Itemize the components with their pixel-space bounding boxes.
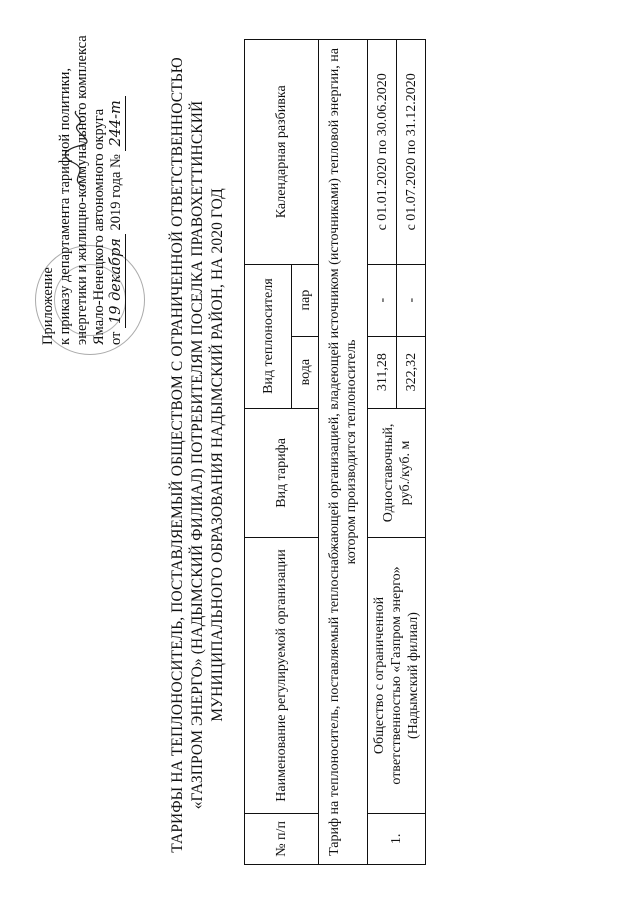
section-description: Тариф на теплоноситель, поставляемый теплоснабжающей организацией, владеющей источником (источниками) тепловой энергии, на котором производится теплоноситель <box>319 40 368 865</box>
row-tariff-type: Одноставочный, руб./куб. м <box>368 408 426 537</box>
header-line-4: Ямало-Ненецкого автономного округа <box>91 108 107 345</box>
cell-steam: - <box>397 264 426 336</box>
header-year-number-label: 2019 года № <box>108 154 124 231</box>
cell-steam: - <box>368 264 397 336</box>
cell-period: с 01.01.2020 по 30.06.2020 <box>368 40 397 265</box>
header-organization: Наименование регулируемой организации <box>245 538 319 814</box>
header-steam: пар <box>292 264 319 336</box>
table-section-row <box>319 40 368 865</box>
document-title <box>168 45 228 865</box>
signature-scribble <box>62 109 92 189</box>
title-line-3: МУНИЦИПАЛЬНОГО ОБРАЗОВАНИЯ НАДЫМСКИЙ РАЙОН, НА 2020 ГОД <box>209 188 226 722</box>
header-date-prefix: от <box>108 331 124 345</box>
table-row <box>368 40 397 865</box>
header-tariff-type: Вид тарифа <box>245 408 319 537</box>
header-order-number: 244-т <box>108 96 126 150</box>
header-date: 19 декабря <box>108 234 126 328</box>
title-line-1: ТАРИФЫ НА ТЕПЛОНОСИТЕЛЬ, ПОСТАВЛЯЕМЫЙ ОБЩЕСТВОМ С ОГРАНИЧЕННОЙ ОТВЕТСТВЕННОСТЬЮ <box>169 57 186 853</box>
cell-water: 311,28 <box>368 336 397 408</box>
header-coolant-type: Вид теплоносителя <box>245 264 292 408</box>
header-line-2: к приказу департамента тарифной политики, <box>57 67 73 345</box>
tariff-table <box>244 39 426 865</box>
header-line-3: энергетики и жилищно-коммунального комплекса <box>74 35 90 345</box>
row-organization: Общество с ограниченной ответственностью «Газпром энерго» (Надымский филиал) <box>368 538 426 814</box>
header-calendar-period: Календарная разбивка <box>245 40 319 265</box>
cell-water: 322,32 <box>397 336 426 408</box>
table-header-row <box>245 40 292 865</box>
row-number: 1. <box>368 813 426 864</box>
cell-period: с 01.07.2020 по 31.12.2020 <box>397 40 426 265</box>
title-line-2: «ГАЗПРОМ ЭНЕРГО» (НАДЫМСКИЙ ФИЛИАЛ) ПОТРЕБИТЕЛЯМ ПОСЕЛКА ПРАВОХЕТТИНСКИЙ <box>189 100 206 810</box>
header-number: № п/п <box>245 813 319 864</box>
header-line-5 <box>108 15 126 345</box>
header-line-1: Приложение <box>40 267 56 345</box>
header-water: вода <box>292 336 319 408</box>
